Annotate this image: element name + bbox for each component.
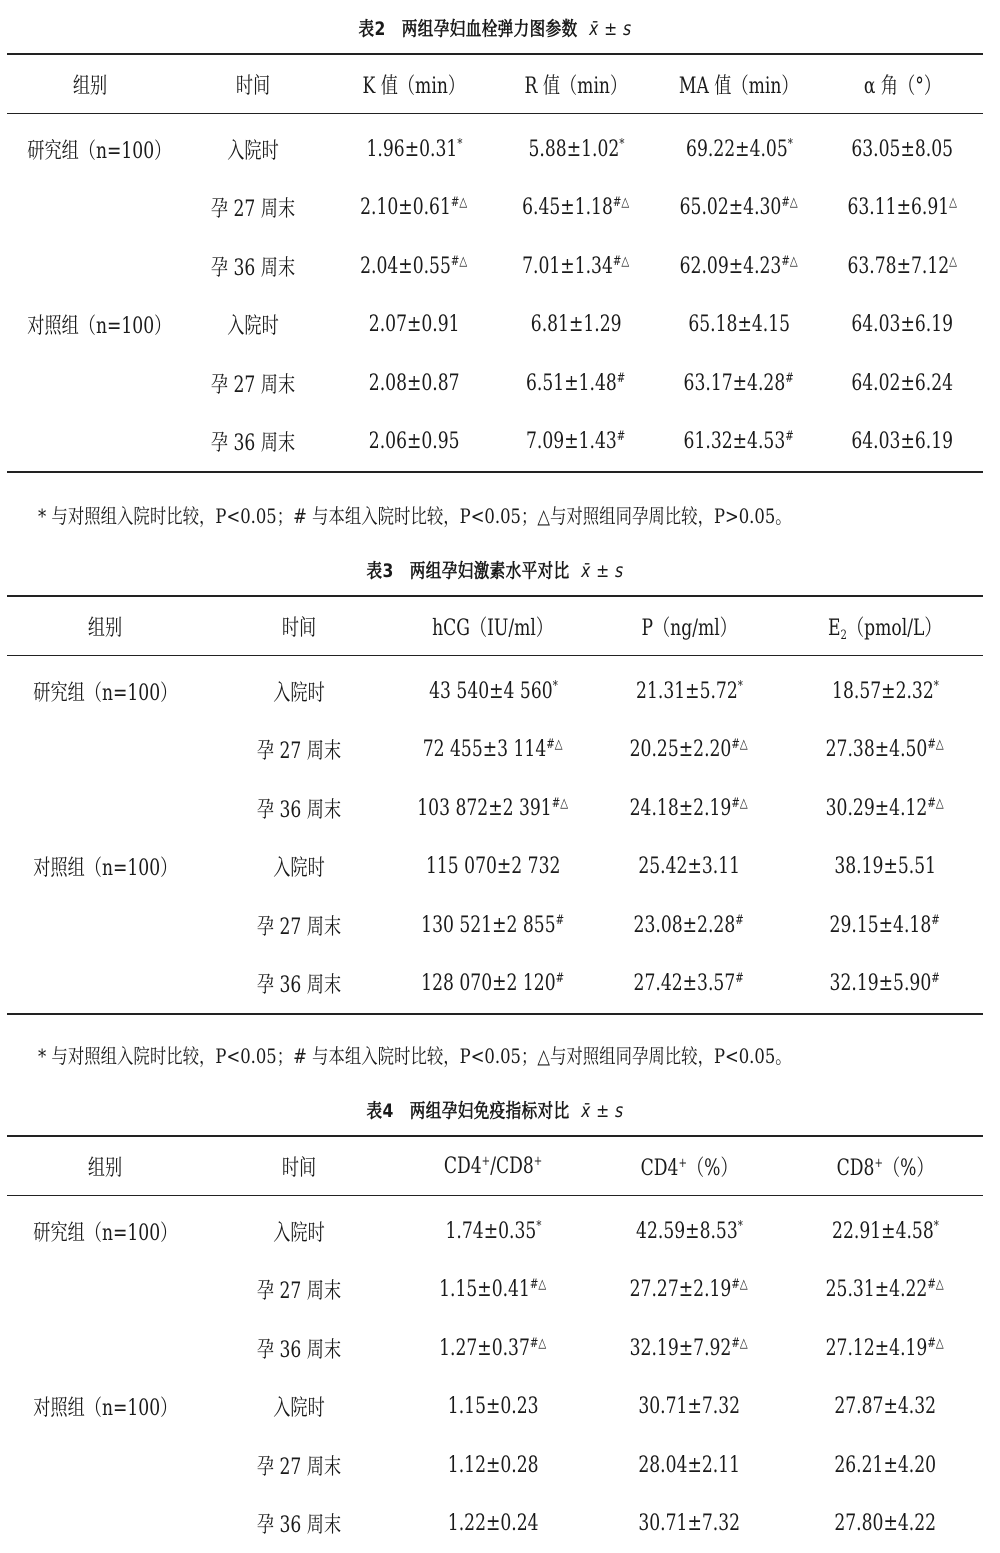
value-cell — [395, 838, 591, 897]
value-cell — [591, 896, 787, 955]
value-cell — [821, 296, 983, 355]
group-cell — [7, 721, 203, 780]
value-text: 61.32±4.53 — [684, 429, 786, 454]
value-text: 27.12±4.19 — [826, 1336, 928, 1361]
significance-mark: #△ — [613, 195, 629, 210]
group-cell — [7, 354, 173, 413]
value-cell — [821, 179, 983, 238]
value-text: 1.27±0.37 — [439, 1336, 530, 1361]
table-4-grid — [7, 1135, 983, 1553]
group-cell — [7, 896, 203, 955]
value-cell — [333, 237, 495, 296]
significance-mark: * — [552, 679, 557, 694]
value-text: 1.15±0.23 — [448, 1394, 539, 1419]
value-text: 2.07±0.91 — [369, 312, 460, 337]
time-cell: 孕 36 周末 — [203, 1319, 395, 1378]
significance-mark: #△ — [451, 195, 467, 210]
value-text: 7.09±1.43 — [526, 429, 617, 454]
value-text: 63.11±6.91 — [847, 195, 949, 220]
table-row — [7, 1495, 983, 1553]
cd4-cd8-header: CD4+/CD8+ — [444, 1154, 542, 1179]
value-text: 20.25±2.20 — [630, 737, 732, 762]
table-3-title: 表3 两组孕妇激素水平对比 — [367, 560, 570, 582]
table-2 — [7, 14, 983, 473]
table-3-grid — [7, 595, 983, 1015]
table-row — [7, 413, 983, 473]
value-cell — [787, 1378, 983, 1437]
table-row — [7, 896, 983, 955]
significance-mark: # — [617, 371, 626, 386]
significance-mark: * — [737, 1219, 742, 1234]
value-cell — [657, 354, 821, 413]
value-text: 18.57±2.32 — [832, 679, 934, 704]
value-cell — [787, 1196, 983, 1261]
value-text: 32.19±7.92 — [630, 1336, 732, 1361]
value-text: 32.19±5.90 — [830, 971, 932, 996]
header-cell: P（ng/ml） — [591, 596, 787, 656]
value-text: 130 521±2 855 — [422, 913, 556, 938]
table-row — [7, 1319, 983, 1378]
group-cell: 研究组（n=100） — [7, 1196, 203, 1261]
value-cell — [333, 413, 495, 473]
significance-mark: * — [933, 1219, 938, 1234]
value-text: 1.22±0.24 — [448, 1511, 539, 1536]
table-row — [7, 721, 983, 780]
value-cell — [657, 237, 821, 296]
value-text: 1.15±0.41 — [439, 1277, 530, 1302]
value-text: 6.45±1.18 — [522, 195, 613, 220]
time-cell: 孕 27 周末 — [203, 896, 395, 955]
table-row — [7, 1436, 983, 1495]
table-2-body — [7, 114, 983, 473]
value-text: 2.04±0.55 — [360, 254, 451, 279]
table-3-body — [7, 656, 983, 1015]
table-row — [7, 955, 983, 1015]
significance-mark: * — [787, 137, 792, 152]
value-text: 115 070±2 732 — [426, 854, 560, 879]
table-3-header-row — [7, 596, 983, 656]
value-text: 63.78±7.12 — [847, 254, 949, 279]
significance-mark: # — [736, 913, 745, 928]
value-text: 38.19±5.51 — [834, 854, 936, 879]
value-cell — [495, 413, 657, 473]
value-cell — [591, 955, 787, 1015]
header-cell: hCG（IU/ml） — [395, 596, 591, 656]
header-cell — [395, 1136, 591, 1196]
significance-mark: #△ — [451, 254, 467, 269]
time-cell: 孕 36 周末 — [203, 955, 395, 1015]
time-cell: 入院时 — [203, 838, 395, 897]
value-cell — [395, 1436, 591, 1495]
table-3-caption — [95, 556, 895, 583]
significance-mark: * — [933, 679, 938, 694]
value-cell — [787, 1495, 983, 1553]
table-4-stat: x̄ ± s — [581, 1100, 623, 1122]
value-cell — [657, 114, 821, 179]
header-cell: 组别 — [7, 596, 203, 656]
value-text: 28.04±2.11 — [638, 1453, 740, 1478]
value-text: 27.42±3.57 — [634, 971, 736, 996]
significance-mark: △ — [949, 195, 957, 210]
value-text: 72 455±3 114 — [423, 737, 547, 762]
group-cell — [7, 237, 173, 296]
value-cell — [333, 179, 495, 238]
cd8-header: CD8+（%） — [837, 1151, 934, 1182]
value-cell — [495, 179, 657, 238]
significance-mark: # — [617, 429, 626, 444]
time-cell: 孕 36 周末 — [173, 413, 333, 473]
value-text: 63.05±8.05 — [851, 137, 953, 162]
value-text: 27.38±4.50 — [826, 737, 928, 762]
value-cell — [495, 237, 657, 296]
value-cell — [591, 1196, 787, 1261]
table-row — [7, 354, 983, 413]
value-cell — [495, 296, 657, 355]
header-cell: 时间 — [203, 1136, 395, 1196]
value-cell — [591, 1378, 787, 1437]
value-cell — [395, 1196, 591, 1261]
value-text: 27.87±4.32 — [834, 1394, 936, 1419]
value-cell — [333, 296, 495, 355]
value-text: 1.96±0.31 — [366, 137, 457, 162]
value-cell — [821, 114, 983, 179]
value-text: 62.09±4.23 — [680, 254, 782, 279]
value-text: 6.81±1.29 — [531, 312, 622, 337]
table-row — [7, 179, 983, 238]
table-3-stat: x̄ ± s — [581, 560, 623, 582]
header-cell: K 值（min） — [333, 54, 495, 114]
group-cell — [7, 1495, 203, 1553]
value-text: 69.22±4.05 — [686, 137, 788, 162]
header-cell — [591, 1136, 787, 1196]
group-cell: 研究组（n=100） — [7, 114, 173, 179]
significance-mark: * — [536, 1219, 541, 1234]
significance-mark: # — [786, 371, 795, 386]
group-cell: 研究组（n=100） — [7, 656, 203, 721]
value-cell — [333, 114, 495, 179]
value-cell — [657, 296, 821, 355]
group-cell — [7, 779, 203, 838]
value-cell — [591, 1436, 787, 1495]
significance-mark: # — [736, 971, 745, 986]
significance-mark: #△ — [928, 1336, 944, 1351]
value-text: 25.31±4.22 — [826, 1277, 928, 1302]
value-cell — [787, 656, 983, 721]
value-cell — [787, 721, 983, 780]
header-cell: R 值（min） — [495, 54, 657, 114]
value-cell — [821, 237, 983, 296]
significance-mark: # — [556, 913, 565, 928]
table-4-body — [7, 1196, 983, 1553]
value-cell — [395, 656, 591, 721]
cd4-header: CD4+（%） — [641, 1151, 738, 1182]
value-text: 43 540±4 560 — [429, 679, 553, 704]
significance-mark: # — [786, 429, 795, 444]
table-2-stat: x̄ ± s — [589, 18, 631, 40]
value-text: 25.42±3.11 — [638, 854, 740, 879]
value-cell — [395, 779, 591, 838]
significance-mark: #△ — [732, 1336, 748, 1351]
significance-mark: #△ — [547, 737, 563, 752]
value-text: 65.18±4.15 — [688, 312, 790, 337]
header-cell: 组别 — [7, 1136, 203, 1196]
value-cell — [787, 896, 983, 955]
table-4-caption — [95, 1096, 895, 1123]
value-cell — [787, 955, 983, 1015]
significance-mark: # — [932, 913, 941, 928]
group-cell: 对照组（n=100） — [7, 296, 173, 355]
table-3 — [7, 556, 983, 1015]
value-cell — [787, 1319, 983, 1378]
time-cell: 入院时 — [173, 296, 333, 355]
group-cell — [7, 179, 173, 238]
significance-mark: #△ — [928, 737, 944, 752]
value-cell — [787, 779, 983, 838]
group-cell — [7, 1436, 203, 1495]
value-text: 30.29±4.12 — [826, 796, 928, 821]
value-text: 64.02±6.24 — [851, 371, 953, 396]
value-cell — [395, 1378, 591, 1437]
value-cell — [787, 1436, 983, 1495]
value-cell — [787, 838, 983, 897]
value-text: 5.88±1.02 — [528, 137, 619, 162]
time-cell: 孕 27 周末 — [173, 354, 333, 413]
time-cell: 孕 36 周末 — [203, 779, 395, 838]
table-2-caption — [95, 14, 895, 41]
group-cell: 对照组（n=100） — [7, 1378, 203, 1437]
significance-mark: #△ — [530, 1277, 546, 1292]
table-row — [7, 114, 983, 179]
value-text: 6.51±1.48 — [526, 371, 617, 396]
time-cell: 孕 27 周末 — [173, 179, 333, 238]
table-3-note: * 与对照组入院时比较，P<0.05；# 与本组入院时比较，P<0.05；△与对照组同孕周比较，P<0.05。 — [38, 1040, 792, 1069]
time-cell: 孕 27 周末 — [203, 1436, 395, 1495]
value-cell — [395, 721, 591, 780]
significance-mark: △ — [949, 254, 957, 269]
value-cell — [657, 179, 821, 238]
header-cell — [787, 596, 983, 656]
significance-mark: #△ — [782, 254, 798, 269]
value-cell — [821, 413, 983, 473]
value-text: 64.03±6.19 — [851, 429, 953, 454]
value-text: 2.10±0.61 — [360, 195, 451, 220]
table-row — [7, 656, 983, 721]
value-cell — [395, 1495, 591, 1553]
value-cell — [495, 114, 657, 179]
value-cell — [591, 1319, 787, 1378]
table-row — [7, 1378, 983, 1437]
value-cell — [333, 354, 495, 413]
time-cell: 孕 36 周末 — [203, 1495, 395, 1553]
value-text: 30.71±7.32 — [638, 1511, 740, 1536]
value-text: 21.31±5.72 — [636, 679, 738, 704]
table-4-title: 表4 两组孕妇免疫指标对比 — [367, 1100, 570, 1122]
significance-mark: # — [932, 971, 941, 986]
table-2-title: 表2 两组孕妇血栓弹力图参数 — [359, 18, 578, 40]
header-cell: 时间 — [203, 596, 395, 656]
significance-mark: #△ — [732, 737, 748, 752]
time-cell: 孕 27 周末 — [203, 721, 395, 780]
value-text: 26.21±4.20 — [834, 1453, 936, 1478]
value-text: 30.71±7.32 — [638, 1394, 740, 1419]
time-cell: 孕 36 周末 — [173, 237, 333, 296]
value-text: 1.12±0.28 — [448, 1453, 539, 1478]
value-cell — [395, 1261, 591, 1320]
value-cell — [591, 838, 787, 897]
significance-mark: #△ — [732, 1277, 748, 1292]
group-cell — [7, 955, 203, 1015]
table-2-note: * 与对照组入院时比较，P<0.05；# 与本组入院时比较，P<0.05；△与对照组同孕周比较，P>0.05。 — [38, 500, 792, 529]
significance-mark: #△ — [928, 1277, 944, 1292]
table-row — [7, 296, 983, 355]
value-text: 64.03±6.19 — [851, 312, 953, 337]
significance-mark: #△ — [782, 195, 798, 210]
value-cell — [591, 721, 787, 780]
value-cell — [591, 1261, 787, 1320]
value-text: 65.02±4.30 — [680, 195, 782, 220]
time-cell: 孕 27 周末 — [203, 1261, 395, 1320]
table-2-header-row — [7, 54, 983, 114]
group-cell — [7, 413, 173, 473]
table-row — [7, 1196, 983, 1261]
value-cell — [395, 896, 591, 955]
value-cell — [495, 354, 657, 413]
value-text: 7.01±1.34 — [522, 254, 613, 279]
significance-mark: # — [556, 971, 565, 986]
group-cell — [7, 1261, 203, 1320]
value-cell — [591, 656, 787, 721]
value-cell — [395, 955, 591, 1015]
value-text: 23.08±2.28 — [634, 913, 736, 938]
header-cell: α 角（°） — [821, 54, 983, 114]
significance-mark: * — [619, 137, 624, 152]
significance-mark: #△ — [732, 796, 748, 811]
group-cell: 对照组（n=100） — [7, 838, 203, 897]
significance-mark: #△ — [613, 254, 629, 269]
table-row — [7, 779, 983, 838]
time-cell: 入院时 — [173, 114, 333, 179]
time-cell: 入院时 — [203, 1196, 395, 1261]
header-cell: 时间 — [173, 54, 333, 114]
table-row — [7, 237, 983, 296]
significance-mark: #△ — [928, 796, 944, 811]
significance-mark: #△ — [530, 1336, 546, 1351]
value-cell — [821, 354, 983, 413]
value-cell — [591, 779, 787, 838]
value-text: 1.74±0.35 — [445, 1219, 536, 1244]
value-text: 22.91±4.58 — [832, 1219, 934, 1244]
table-row — [7, 1261, 983, 1320]
value-text: 63.17±4.28 — [684, 371, 786, 396]
value-text: 103 872±2 391 — [418, 796, 552, 821]
value-text: 128 070±2 120 — [422, 971, 556, 996]
time-cell: 入院时 — [203, 656, 395, 721]
table-4 — [7, 1096, 983, 1553]
significance-mark: * — [737, 679, 742, 694]
header-cell — [787, 1136, 983, 1196]
table-2-grid — [7, 53, 983, 473]
value-text: 29.15±4.18 — [830, 913, 932, 938]
e2-header: $E_2(pmol/L)$ — [828, 611, 942, 642]
value-text: 27.80±4.22 — [834, 1511, 936, 1536]
significance-mark: #△ — [552, 796, 568, 811]
header-cell: 组别 — [7, 54, 173, 114]
value-text: 2.08±0.87 — [369, 371, 460, 396]
value-text: 42.59±8.53 — [636, 1219, 738, 1244]
value-cell — [787, 1261, 983, 1320]
value-text: 27.27±2.19 — [630, 1277, 732, 1302]
header-cell: MA 值（min） — [657, 54, 821, 114]
value-cell — [591, 1495, 787, 1553]
value-cell — [657, 413, 821, 473]
table-4-header-row — [7, 1136, 983, 1196]
time-cell: 入院时 — [203, 1378, 395, 1437]
value-cell — [395, 1319, 591, 1378]
significance-mark: * — [457, 137, 462, 152]
value-text: 2.06±0.95 — [369, 429, 460, 454]
table-row — [7, 838, 983, 897]
value-text: 24.18±2.19 — [630, 796, 732, 821]
group-cell — [7, 1319, 203, 1378]
